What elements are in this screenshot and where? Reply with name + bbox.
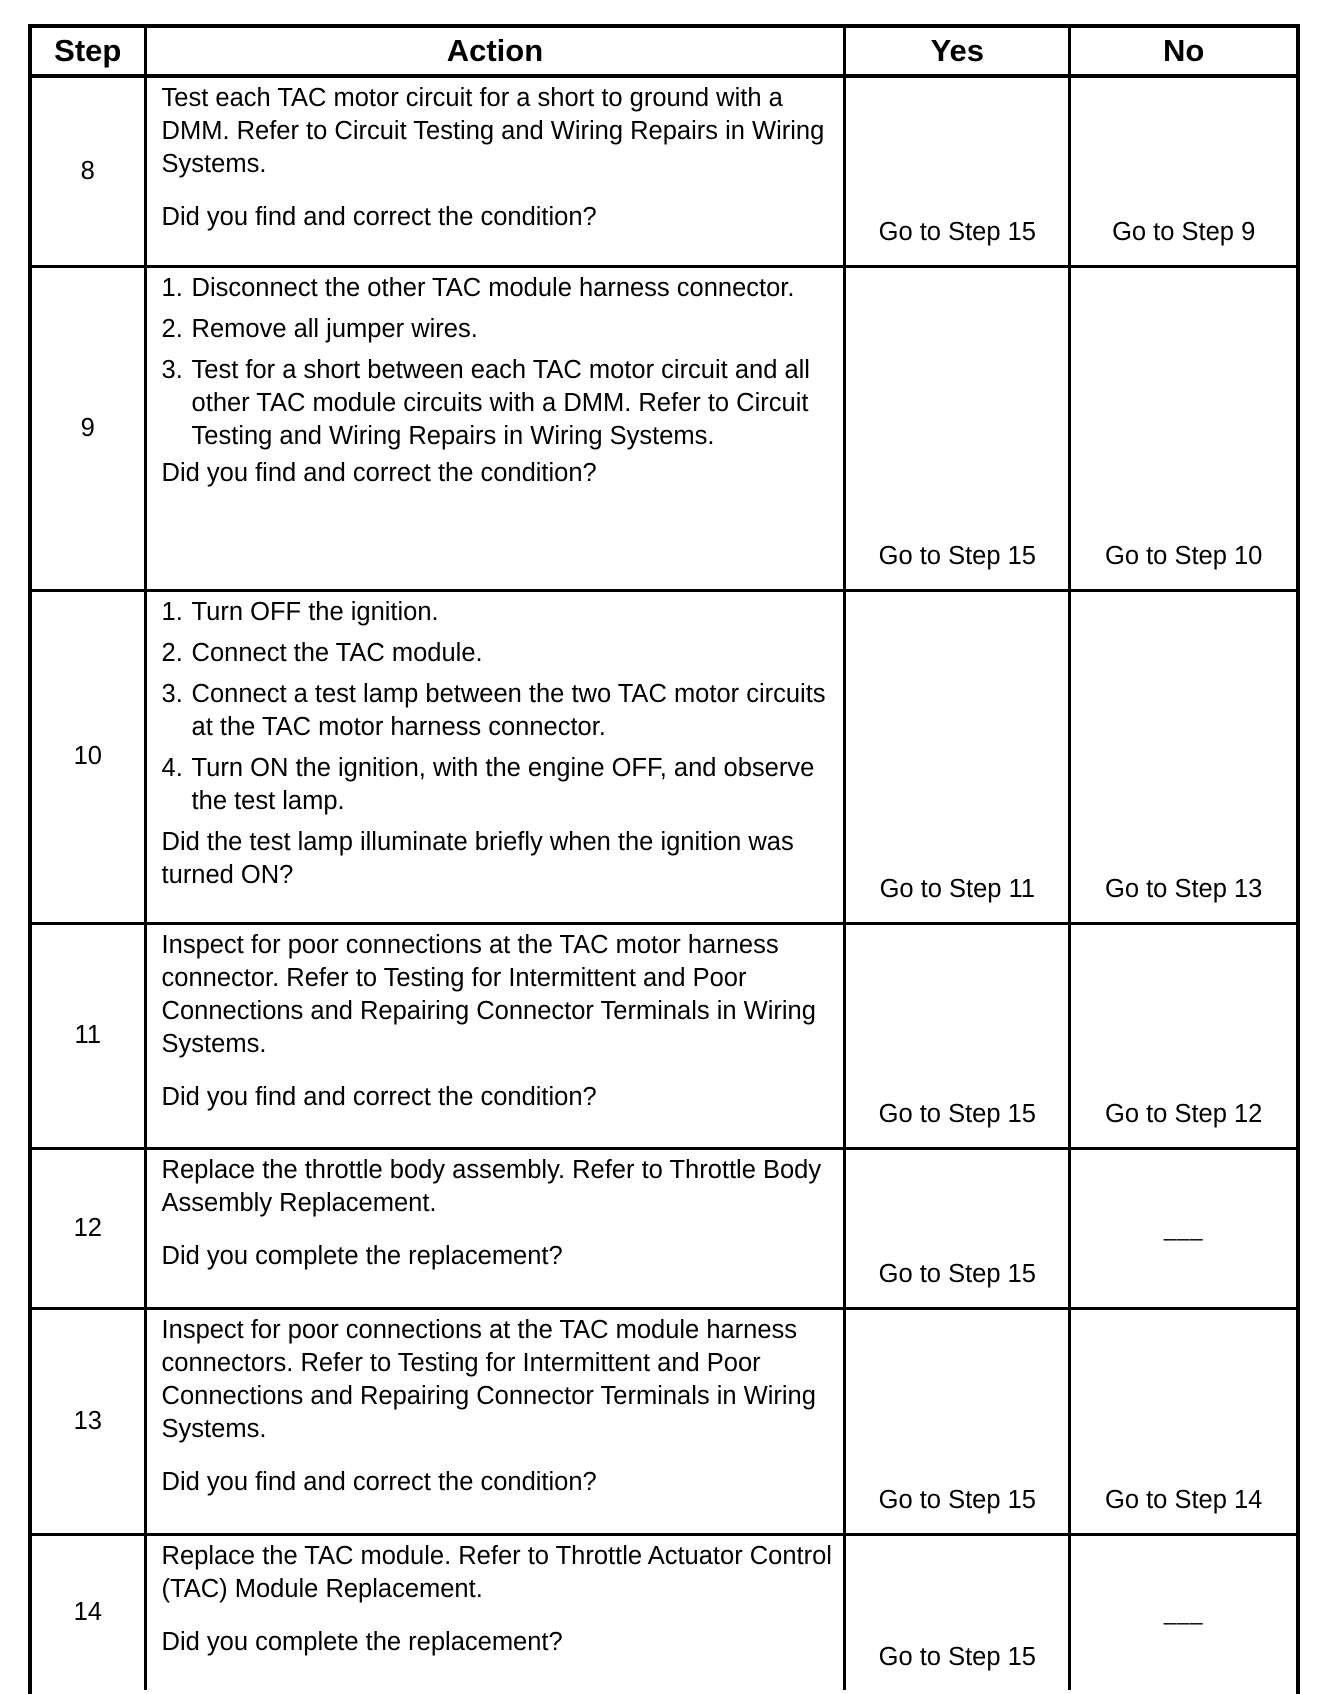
- yes-result: Go to Step 15: [845, 1308, 1070, 1534]
- action-cell: [145, 266, 845, 590]
- action-steps-list: [162, 272, 834, 453]
- yes-column-header: Yes: [845, 28, 1070, 76]
- action-question: Did the test lamp illuminate briefly when the ignition was turned ON?: [161, 827, 794, 889]
- action-steps-list: [162, 596, 834, 818]
- table-row: [32, 923, 1296, 1148]
- no-column-header: No: [1070, 28, 1296, 76]
- no-result: Go to Step 12: [1070, 923, 1296, 1148]
- no-result: [1070, 1148, 1296, 1308]
- action-text: Inspect for poor connections at the TAC motor harness connector. Refer to Testing for Intermittent and Poor Connections and Repairing Connector Terminals in Wiring Systems.: [161, 930, 816, 1058]
- list-item: 2. Connect the TAC module.: [161, 638, 483, 667]
- action-cell: [145, 590, 845, 923]
- list-item: 2. Remove all jumper wires.: [161, 314, 478, 343]
- step-number: 9: [32, 266, 145, 590]
- table-row: [32, 1534, 1296, 1690]
- action-question: Did you complete the replacement?: [161, 1627, 563, 1656]
- table-row: [32, 266, 1296, 590]
- action-question: Did you find and correct the condition?: [161, 203, 597, 231]
- no-result: Go to Step 10: [1070, 266, 1296, 590]
- no-result: Go to Step 13: [1070, 590, 1296, 923]
- step-number: 14: [32, 1534, 145, 1690]
- list-item: 3. Test for a short between each TAC motor circuit and all other TAC module circuits with a DMM. Refer to Circuit Testing and Wiring Repairs in Wiring Systems.: [161, 355, 810, 450]
- no-result-dashes: ___: [1163, 1600, 1204, 1626]
- yes-result: Go to Step 15: [845, 1148, 1070, 1308]
- action-cell: [145, 1534, 845, 1690]
- table-row: [32, 1308, 1296, 1534]
- step-number: 11: [32, 923, 145, 1148]
- action-text: Inspect for poor connections at the TAC module harness connectors. Refer to Testing for Intermittent and Poor Connections and Repairing Connector Terminals in Wiring Systems.: [161, 1315, 816, 1443]
- no-result-dashes: ___: [1163, 1215, 1204, 1241]
- yes-result: Go to Step 15: [845, 923, 1070, 1148]
- no-result: Go to Step 14: [1070, 1308, 1296, 1534]
- list-item: 4. Turn ON the ignition, with the engine OFF, and observe the test lamp.: [161, 753, 815, 815]
- action-question: Did you find and correct the condition?: [161, 1467, 597, 1496]
- action-text: Test each TAC motor circuit for a short to ground with a DMM. Refer to Circuit Testing and Wiring Repairs in Wiring Systems.: [161, 84, 825, 178]
- yes-result: Go to Step 15: [845, 76, 1070, 266]
- action-text: Replace the TAC module. Refer to Throttle Actuator Control (TAC) Module Replacement.: [161, 1541, 832, 1603]
- step-number: 10: [32, 590, 145, 923]
- list-item: 1. Disconnect the other TAC module harness connector.: [161, 273, 795, 302]
- step-number: 12: [32, 1148, 145, 1308]
- list-item: 3. Connect a test lamp between the two TAC motor circuits at the TAC motor harness connector.: [161, 679, 826, 741]
- table-header-row: [32, 28, 1296, 76]
- step-number: 13: [32, 1308, 145, 1534]
- action-question: Did you complete the replacement?: [161, 1241, 563, 1270]
- table-row: [32, 590, 1296, 923]
- action-cell: [145, 76, 845, 266]
- list-item: 1. Turn OFF the ignition.: [161, 597, 439, 626]
- table-row: [32, 76, 1296, 266]
- yes-result: Go to Step 11: [845, 590, 1070, 923]
- action-text: Replace the throttle body assembly. Refer to Throttle Body Assembly Replacement.: [161, 1155, 822, 1217]
- action-cell: [145, 1148, 845, 1308]
- action-cell: [145, 923, 845, 1148]
- action-question: Did you find and correct the condition?: [161, 1082, 597, 1111]
- diagnostic-table-page: [28, 24, 1300, 1694]
- action-column-header: Action: [145, 28, 845, 76]
- yes-result: Go to Step 15: [845, 266, 1070, 590]
- step-column-header: Step: [32, 28, 145, 76]
- no-result: Go to Step 9: [1070, 76, 1296, 266]
- table-row: [32, 1148, 1296, 1308]
- diagnostic-steps-table: [32, 28, 1296, 1690]
- no-result: [1070, 1534, 1296, 1690]
- yes-result: Go to Step 15: [845, 1534, 1070, 1690]
- step-number: 8: [32, 76, 145, 266]
- action-cell: [145, 1308, 845, 1534]
- action-question: Did you find and correct the condition?: [161, 458, 597, 487]
